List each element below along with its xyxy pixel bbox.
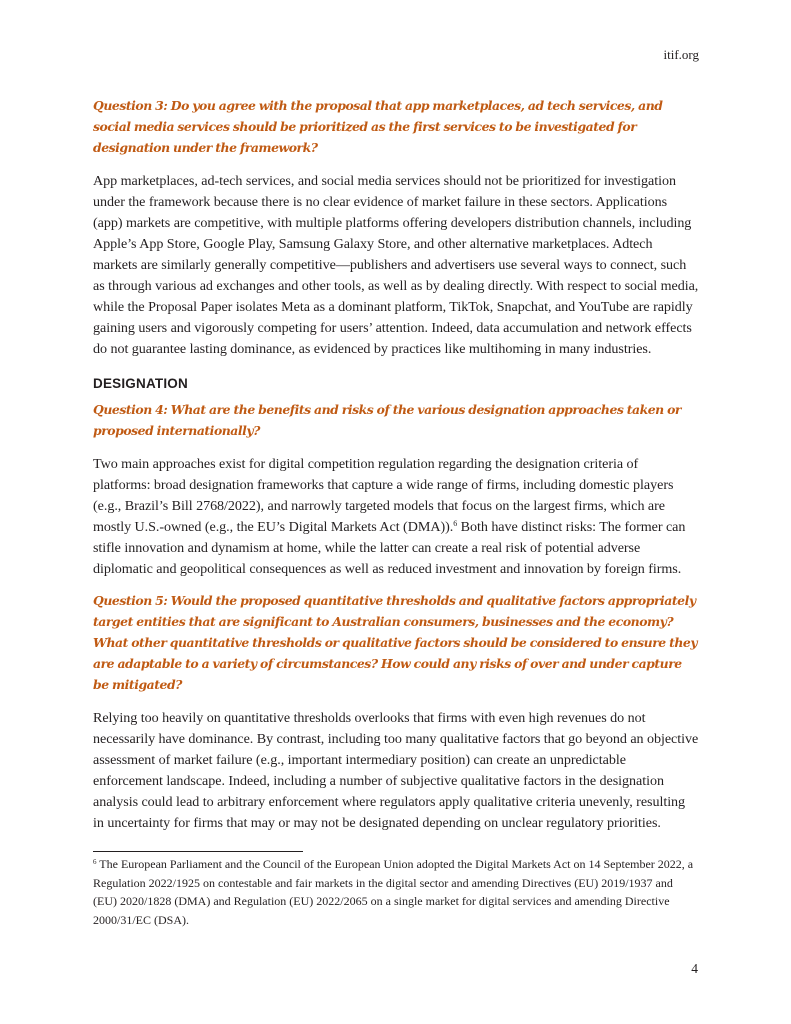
footnote-text: The European Parliament and the Council of the European Union adopted the Digital Markets Act on 14 September 2022, a Regulation 2022/1925 on contestable and fair markets in the digital sector and amending Directives (EU) 2019/1937 and (EU) 2020/1828 (DMA) and Regulation (EU) 2022/2065 on a single market for digital services and amending Directive 2000/31/EC (DSA). — [93, 857, 694, 927]
main-content — [93, 95, 699, 834]
site-url: itif.org — [663, 47, 699, 62]
question-3: Question 3: Do you agree with the proposal that app marketplaces, ad tech services, and social media services should be prioritized as the first services to be investigated for designation under the framework? — [93, 98, 663, 155]
answer-4-part1: Two main approaches exist for digital competition regulation regarding the designation criteria of platforms: broad designation frameworks that capture a wide range of firms, including domestic players (e.g., Brazil’s Bill 2768/2022), and narrowly targeted models that focus on the largest firms, which are mostly U.S.-owned (e.g., the EU’s Digital Markets Act (DMA)). — [93, 456, 674, 535]
answer-4-part2: Both have distinct risks: The former can stifle innovation and dynamism at home, while the latter can create a real risk of potential adverse diplomatic and geopolitical consequences as well as reduced investment and innovation by foreign firms. — [93, 519, 686, 577]
footnote-ref-6[interactable]: 6 — [453, 519, 458, 528]
footnote-divider — [93, 851, 303, 852]
answer-3: App marketplaces, ad-tech services, and social media services should not be prioritized for investigation under the framework because there is no clear evidence of market failure in these sectors. Applications (app) markets are competitive, with multiple platforms offering developers distribution channels, including Apple’s App Store, Google Play, Samsung Galaxy Store, and other alternative marketplaces. Adtech markets are similarly generally competitive—publishers and advertisers use several ways to connect, such as through various ad exchanges and other tools, as well as by dealing directly. With respect to social media, while the Proposal Paper isolates Meta as a dominant platform, TikTok, Snapchat, and YouTube are rapidly gaining users and vigorously competing for users’ attention. Indeed, data accumulation and network effects do not guarantee lasting dominance, as evidenced by practices like multihoming in many industries. — [93, 173, 699, 357]
question-4: Question 4: What are the benefits and risks of the various designation approaches taken or proposed internationally? — [93, 402, 681, 438]
answer-4 — [93, 454, 699, 580]
footnote-number: 6 — [93, 858, 97, 866]
section-heading-designation: DESIGNATION — [93, 376, 188, 391]
question-5: Question 5: Would the proposed quantitative thresholds and qualitative factors appropriately target entities that are significant to Australian consumers, businesses and the economy? What other quantitative thresholds or qualitative factors should be considered to ensure they are adaptable to a variety of circumstances? How could any risks of over and under capture be mitigated? — [93, 593, 698, 692]
page-number: 4 — [691, 961, 698, 976]
footnote — [93, 855, 699, 929]
answer-5: Relying too heavily on quantitative thresholds overlooks that firms with even high revenues do not necessarily have dominance. By contrast, including too many qualitative factors that go beyond an objective assessment of market failure (e.g., important intermediary position) can create an unpredictable enforcement landscape. Indeed, including a number of subjective qualitative factors in the designation analysis could lead to arbitrary enforcement where regulators apply qualitative criteria unevenly, resulting in uncertainty for firms that may or may not be designated depending on unclear regulatory priorities. — [93, 710, 699, 831]
